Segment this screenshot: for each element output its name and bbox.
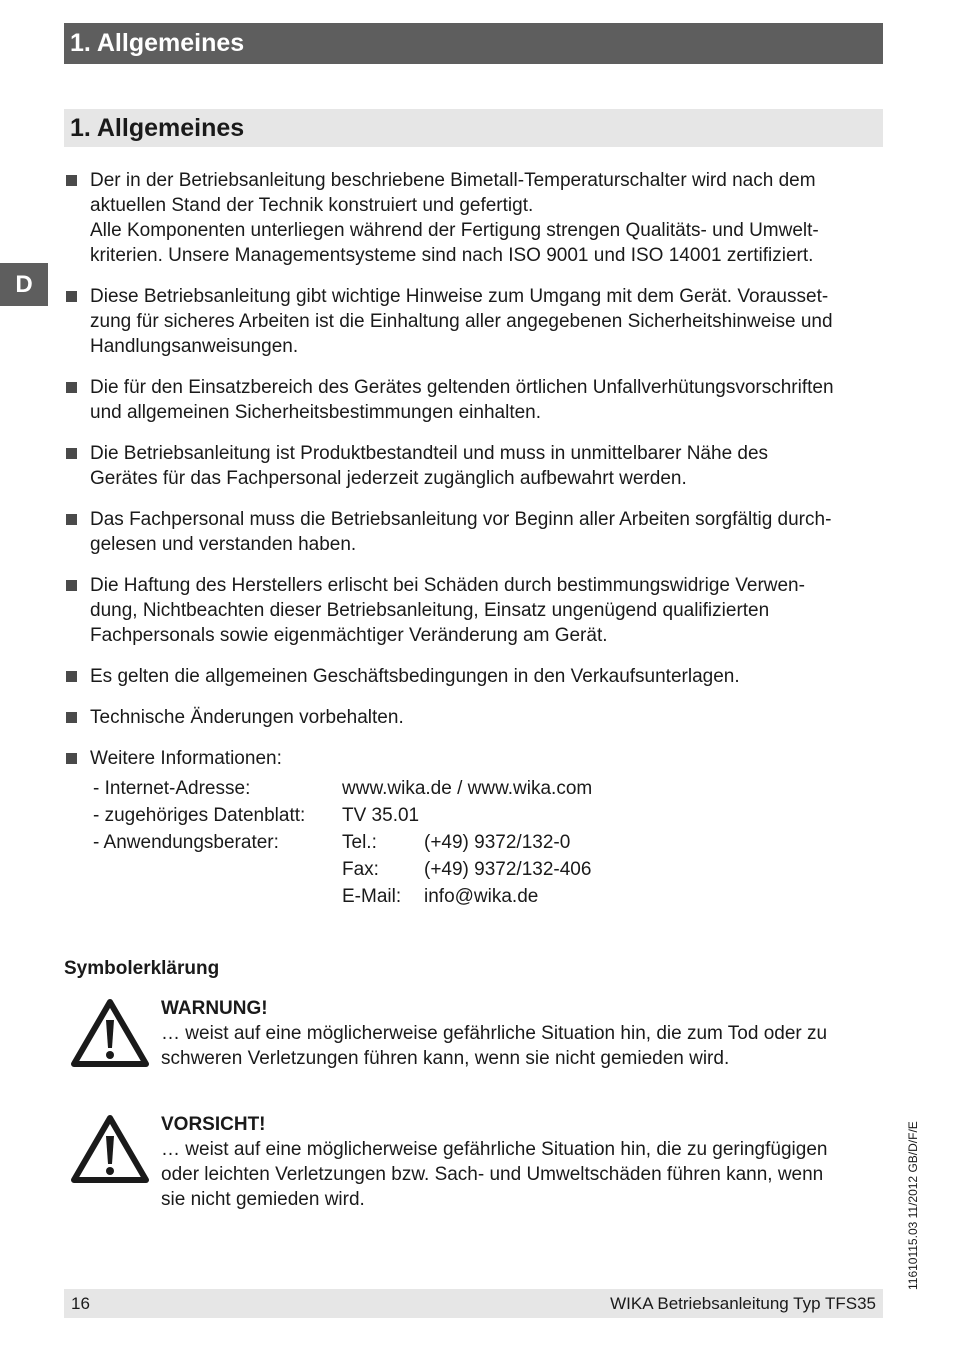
bullet-line: Fachpersonals sowie eigenmächtiger Veränderung am Gerät. (90, 625, 608, 646)
header-title: 1. Allgemeines (70, 29, 245, 57)
square-bullet-icon (66, 712, 77, 723)
caution-line: oder leichten Verletzungen bzw. Sach- und Umweltschäden führen kann, wenn (161, 1164, 824, 1185)
bullet-line: Alle Komponenten unterliegen während der Fertigung strengen Qualitäts- und Umwelt- (90, 220, 819, 241)
list-item (64, 375, 884, 425)
info-spacer (93, 856, 342, 883)
info-row-email (93, 883, 592, 910)
document-code: 11610115.03 11/2012 GB/D/F/E (906, 1121, 920, 1290)
email-value: info@wika.de (424, 886, 539, 907)
list-item (64, 168, 884, 268)
list-item (64, 507, 884, 557)
footer-doc-title: WIKA Betriebsanleitung Typ TFS35 (610, 1294, 876, 1313)
bullet-line: Das Fachpersonal muss die Betriebsanleitung vor Beginn aller Arbeiten sorgfältig durch- (90, 509, 832, 530)
datasheet-value: TV 35.01 (342, 805, 420, 826)
info-row-internet (93, 775, 592, 802)
contact-info (93, 775, 592, 910)
fax-label: Fax: (342, 859, 379, 880)
warning-triangle-icon (70, 998, 150, 1068)
list-item (64, 441, 884, 491)
square-bullet-icon (66, 514, 77, 525)
list-item (64, 664, 884, 689)
bullet-line: Diese Betriebsanleitung gibt wichtige Hinweise zum Umgang mit dem Gerät. Vorausset- (90, 286, 829, 307)
warning-line: … weist auf eine möglicherweise gefährliche Situation hin, die zum Tod oder zu (161, 1023, 828, 1044)
square-bullet-icon (66, 448, 77, 459)
bullet-line: aktuellen Stand der Technik konstruiert und gefertigt. (90, 195, 534, 216)
page-footer (64, 1289, 883, 1318)
square-bullet-icon (66, 175, 77, 186)
warning-block (161, 996, 881, 1071)
caution-triangle-icon (70, 1114, 150, 1184)
internet-value: www.wika.de / www.wika.com (342, 778, 593, 799)
caution-block (161, 1112, 881, 1212)
warning-title: WARNUNG! (161, 998, 268, 1019)
info-row-datasheet (93, 802, 592, 829)
internet-label: - Internet-Adresse: (93, 778, 251, 799)
info-row-tel (93, 829, 592, 856)
bullet-line: Der in der Betriebsanleitung beschriebene Bimetall-Temperaturschalter wird nach dem (90, 170, 816, 191)
caution-line: sie nicht gemieden wird. (161, 1189, 365, 1210)
info-spacer (93, 883, 342, 910)
datasheet-label: - zugehöriges Datenblatt: (93, 805, 306, 826)
list-item (64, 573, 884, 648)
tel-value: (+49) 9372/132-0 (424, 832, 571, 853)
warning-line: schweren Verletzungen führen kann, wenn sie nicht gemieden wird. (161, 1048, 730, 1069)
bullet-line: und allgemeinen Sicherheitsbestimmungen einhalten. (90, 402, 542, 423)
page-header (64, 23, 883, 64)
page-number: 16 (71, 1294, 90, 1313)
bullet-line: Gerätes für das Fachpersonal jederzeit zugänglich aufbewahrt werden. (90, 468, 687, 489)
bullet-line: Technische Änderungen vorbehalten. (90, 707, 404, 728)
fax-value: (+49) 9372/132-406 (424, 859, 592, 880)
square-bullet-icon (66, 382, 77, 393)
tel-label: Tel.: (342, 832, 377, 853)
bullet-line: kriterien. Unsere Managementsysteme sind nach ISO 9001 und ISO 14001 zertifiziert. (90, 245, 814, 266)
bullet-line: Es gelten die allgemeinen Geschäftsbedingungen in den Verkaufsunterlagen. (90, 666, 740, 687)
info-row-fax (93, 856, 592, 883)
bullet-line: Die Betriebsanleitung ist Produktbestandteil und muss in unmittelbarer Nähe des (90, 443, 769, 464)
list-item (64, 746, 884, 771)
advisor-label: - Anwendungsberater: (93, 832, 279, 853)
caution-title: VORSICHT! (161, 1114, 266, 1135)
email-label: E-Mail: (342, 886, 402, 907)
bullet-list (64, 168, 884, 787)
bullet-line: Die für den Einsatzbereich des Gerätes geltenden örtlichen Unfallverhütungsvorschriften (90, 377, 834, 398)
bullet-line: Die Haftung des Herstellers erlischt bei Schäden durch bestimmungswidrige Verwen- (90, 575, 805, 596)
language-tab: D (0, 263, 48, 306)
bullet-line: dung, Nichtbeachten dieser Betriebsanleitung, Einsatz ungenügend qualifizierten (90, 600, 770, 621)
section-title: 1. Allgemeines (70, 114, 245, 142)
symbols-heading: Symbolerklärung (64, 958, 220, 979)
square-bullet-icon (66, 580, 77, 591)
bullet-line: gelesen und verstanden haben. (90, 534, 357, 555)
square-bullet-icon (66, 671, 77, 682)
list-item (64, 284, 884, 359)
bullet-line: Handlungsanweisungen. (90, 336, 299, 357)
list-item (64, 705, 884, 730)
bullet-line: Weitere Informationen: (90, 748, 282, 769)
section-heading (64, 109, 883, 147)
square-bullet-icon (66, 291, 77, 302)
caution-line: … weist auf eine möglicherweise gefährliche Situation hin, die zu geringfügigen (161, 1139, 828, 1160)
bullet-line: zung für sicheres Arbeiten ist die Einhaltung aller angegebenen Sicherheitshinweise und (90, 311, 833, 332)
square-bullet-icon (66, 753, 77, 764)
